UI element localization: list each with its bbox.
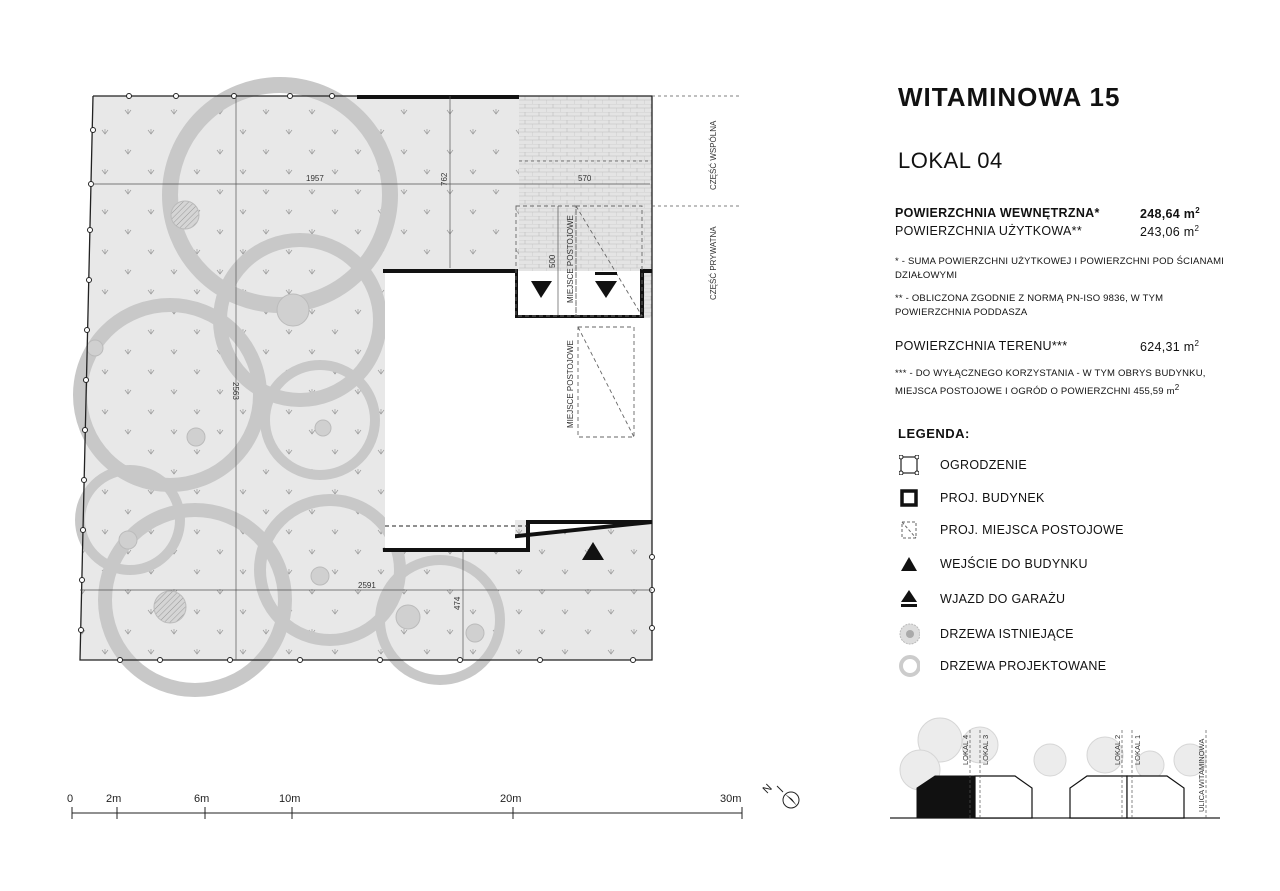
unit-2-elevation: [1070, 776, 1127, 818]
private-part-label: CZĘŚĆ PRYWATNA: [709, 226, 718, 300]
dim-2591: 2591: [358, 581, 376, 590]
scale-bar: [72, 807, 742, 819]
unit-3-elevation: [975, 776, 1032, 818]
usable-area-label: POWIERZCHNIA UŻYTKOWA**: [895, 224, 1083, 238]
dim-2563: 2563: [231, 382, 240, 400]
note-1: * - SUMA POWIERZCHNI UŻYTKOWEJ I POWIERZCHNI POD ŚCIANAMI DZIAŁOWYMI: [895, 256, 1225, 281]
planned-tree-icon: [898, 655, 920, 677]
internal-area-row: POWIERZCHNIA WEWNĘTRZNA* 248,64 $m^2$: [895, 206, 1200, 222]
dim-1957: 1957: [306, 174, 324, 183]
legend-item-garage: WJAZD DO GARAŻU: [898, 586, 920, 612]
legend-item-entrance: WEJŚCIE DO BUDYNKU: [898, 551, 920, 577]
entrance-icon: [898, 553, 920, 575]
note-3: *** - DO WYŁĄCZNEGO KORZYSTANIA - W TYM OBRYS BUDYNKU, MIEJSCA POSTOJOWE I OGRÓD O POWIERZCHNI 455,59 $m^2$: [895, 368, 1206, 398]
internal-area-value: 248,64 m: [1140, 207, 1196, 222]
section-label-street: ULICA WITAMINOWA: [1197, 738, 1206, 812]
legend-title: LEGENDA:: [898, 426, 970, 441]
legend-item-existing-trees: DRZEWA ISTNIEJĄCE: [898, 621, 920, 647]
common-part-label: CZĘŚĆ WSPÓLNA: [709, 120, 718, 190]
dim-762: 762: [440, 172, 449, 186]
section-label-lokal1: LOKAL 1: [1133, 734, 1142, 765]
scale-label-0: 0: [67, 793, 74, 805]
north-arrow-icon: [761, 782, 799, 808]
legend-item-parking: PROJ. MIEJSCA POSTOJOWE: [898, 517, 920, 543]
section-label-lokal3: LOKAL 3: [981, 734, 990, 765]
terrain-area-value: 624,31 m: [1140, 340, 1195, 355]
scale-label-10m: 10m: [279, 793, 301, 805]
existing-tree-icon: [898, 623, 920, 645]
internal-area-label: POWIERZCHNIA WEWNĘTRZNA*: [895, 206, 1100, 220]
terrain-area-label: POWIERZCHNIA TERENU***: [895, 339, 1068, 353]
legend-item-planned-trees: DRZEWA PROJEKTOWANE: [898, 653, 920, 679]
dim-474: 474: [453, 596, 462, 610]
usable-area-value: 243,06 m: [1140, 225, 1195, 240]
parking-label-1: MIEJSCE POSTOJOWE: [566, 215, 575, 303]
dim-500: 500: [548, 254, 557, 268]
legend-item-fence: OGRODZENIE: [898, 452, 920, 478]
terrain-area-row: POWIERZCHNIA TERENU*** 624,31 $m^2$: [895, 339, 1200, 355]
scale-label-2m: 2m: [106, 793, 122, 805]
site-section: [890, 690, 1220, 825]
section-label-lokal2: LOKAL 2: [1113, 734, 1122, 765]
unit-title: LOKAL 04: [898, 148, 1003, 173]
svg-text:N: N: [760, 782, 775, 797]
building-icon: [898, 487, 920, 509]
scale-label-30m: 30m: [720, 793, 742, 805]
parking-label-2: MIEJSCE POSTOJOWE: [566, 340, 575, 428]
garage-entry-icon: [898, 588, 920, 610]
section-label-lokal4: LOKAL 4: [961, 734, 970, 765]
unit-4-elevation: [917, 776, 975, 818]
usable-area-row: POWIERZCHNIA UŻYTKOWA** 243,06 $m^2$: [895, 224, 1200, 240]
unit-1-elevation: [1127, 776, 1184, 818]
legend-item-building: PROJ. BUDYNEK: [898, 485, 920, 511]
fence-icon: [898, 454, 920, 476]
page-title: WITAMINOWA 15: [898, 82, 1121, 112]
dim-570: 570: [578, 174, 592, 183]
scale-label-20m: 20m: [500, 793, 522, 805]
scale-label-6m: 6m: [194, 793, 210, 805]
parking-icon: [898, 519, 920, 541]
note-2: ** - OBLICZONA ZGODNIE Z NORMĄ PN-ISO 9836, W TYM POWIERZCHNIA PODDASZA: [895, 293, 1164, 318]
